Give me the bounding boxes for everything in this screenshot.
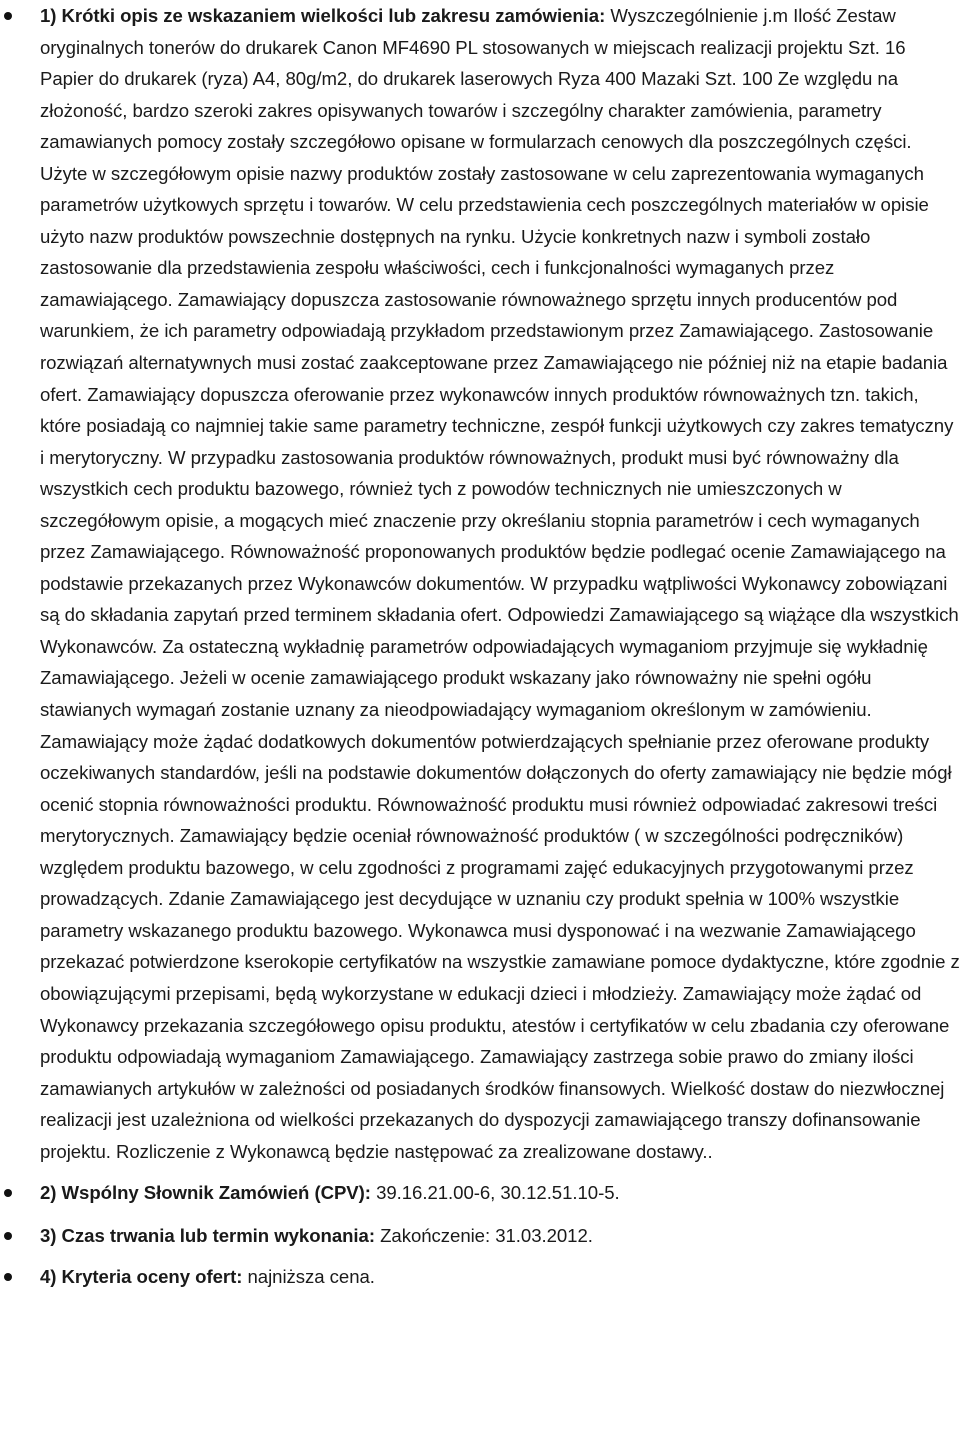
item-label: 1) Krótki opis ze wskazaniem wielkości lub zakresu zamówienia:	[40, 5, 606, 26]
item-label: 2) Wspólny Słownik Zamówień (CPV):	[40, 1182, 371, 1204]
item-label: 3) Czas trwania lub termin wykonania:	[40, 1224, 375, 1246]
bullet-icon	[4, 1189, 12, 1197]
list-item-duration	[0, 1220, 960, 1252]
bullet-icon	[4, 1232, 12, 1240]
list-item-cpv	[0, 1177, 960, 1209]
bullet-icon	[4, 1273, 12, 1281]
item-text: najniższa cena.	[242, 1266, 375, 1288]
list-item-criteria	[0, 1261, 960, 1293]
bullet-icon	[4, 12, 12, 20]
item-text: Zakończenie: 31.03.2012.	[374, 1224, 593, 1246]
item-text: 39.16.21.00-6, 30.12.51.10-5.	[370, 1182, 620, 1204]
item-label: 4) Kryteria oceny ofert:	[40, 1266, 243, 1288]
item-text: Wyszczególnienie j.m Ilość Zestaw oryginalnych tonerów do drukarek Canon MF4690 PL stosowanych w miejscach realizacji projektu Szt. 16 Papier do drukarek (ryza) A4, 80g/m2, do drukarek laserowych Ryza 400 Mazaki Szt. 100 Ze względu na złożoność, bardzo szeroki zakres opisywanych towarów i szczególny charakter zamówienia, parametry zamawianych pomocy zostały szczegółowo opisane w formularzach cenowych dla poszczególnych części. Użyte w szczegółowym opisie nazwy produktów zostały zastosowane w celu zaprezentowania wymaganych parametrów użytkowych sprzętu i towarów. W celu przedstawienia cech poszczególnych materiałów w opisie użyto nazw produktów powszechnie dostępnych na rynku. Użycie konkretnych nazw i symboli zostało zastosowanie dla przedstawienia zespołu właściwości, cech i funkcjonalności wymaganych przez zamawiającego. Zamawiający dopuszcza zastosowanie równoważnego sprzętu innych producentów pod warunkiem, że ich parametry odpowiadają przykładom przedstawionym przez Zamawiającego. Zastosowanie rozwiązań alternatywnych musi zostać zaakceptowane przez Zamawiającego nie później niż na etapie badania ofert. Zamawiający dopuszcza oferowanie przez wykonawców innych produktów równoważnych tzn. takich, które posiadają co najmniej takie same parametry techniczne, zespół funkcji użytkowych czy zakres tematyczny i merytoryczny. W przypadku zastosowania produktów równoważnych, produkt musi być równoważny dla wszystkich cech produktu bazowego, również tych z powodów technicznych nie umieszczonych w szczegółowym opisie, a mogących mieć znaczenie przy określaniu stopnia parametrów i cech wymaganych przez Zamawiającego. Równoważność proponowanych produktów będzie podlegać ocenie Zamawiającego na podstawie przekazanych przez Wykonawców dokumentów. W przypadku wątpliwości Wykonawcy zobowiązani są do składania zapytań przed terminem składania ofert. Odpowiedzi Zamawiającego są wiążące dla wszystkich Wykonawców. Za ostateczną wykładnię parametrów odpowiadających wymaganiom przyjmuje się wykładnię Zamawiającego. Jeżeli w ocenie zamawiającego produkt wskazany jako równoważny nie spełni ogółu stawianych wymagań zostanie uznany za nieodpowiadający wymaganiom określonym w zamówieniu. Zamawiający może żądać dodatkowych dokumentów potwierdzających spełnianie przez oferowane produkty oczekiwanych standardów, jeśli na podstawie dokumentów dołączonych do oferty zamawiający nie będzie mógł ocenić stopnia równoważności produktu. Równoważność produktu musi również odpowiadać zakresowi treści merytorycznych. Zamawiający będzie oceniał równoważność produktów ( w szczególności podręczników) względem produktu bazowego, w celu zgodności z programami zajęć edukacyjnych przygotowanymi przez prowadzących. Zdanie Zamawiającego jest decydujące w uznaniu czy produkt spełnia w 100% wszystkie parametry wskazanego produktu bazowego. Wykonawca musi dysponować i na wezwanie Zamawiającego przekazać potwierdzone kserokopie certyfikatów na wszystkie zamawiane pomoce dydaktyczne, które zgodnie z obowiązującymi przepisami, będą wykorzystane w edukacji dzieci i młodzieży. Zamawiający może żądać od Wykonawcy przekazania szczegółowego opisu produktu, atestów i certyfikatów w celu zbadania czy oferowane produktu odpowiadają wymaganiom Zamawiającego. Zamawiający zastrzega sobie prawo do zmiany ilości zamawianych artykułów w zależności od posiadanych środków finansowych. Wielkość dostaw do niezwłocznej realizacji jest uzależniona od wielkości przekazanych do dyspozycji zamawiającego transzy dofinansowanie projektu. Rozliczenie z Wykonawcą będzie następować za zrealizowane dostawy..	[40, 5, 960, 1162]
